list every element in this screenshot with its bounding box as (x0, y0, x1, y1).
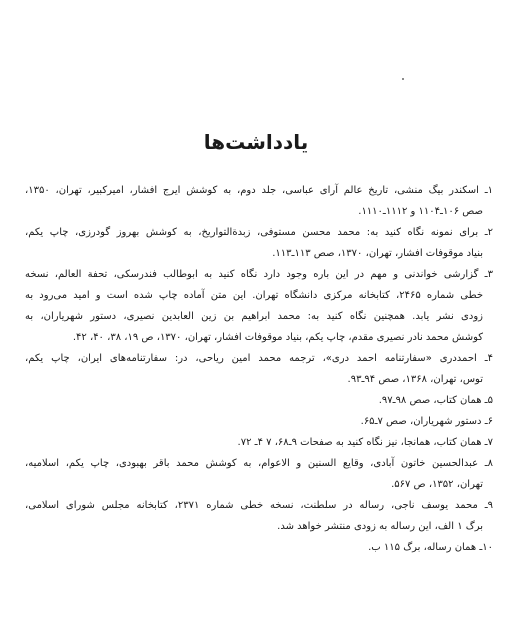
note-line: ۱ـ اسکندر بیگ منشی، تاریخ عالم آرای عباسی، جلد دوم، به کوشش ایرج افشار، امیرکبیر، تهران، ۱۳۵۰، (25, 185, 493, 196)
note-1 (25, 180, 493, 222)
note-line: برگ ۱ الف، این رساله به زودی منتشر خواهد شد. (277, 521, 483, 532)
note-line: توس، تهران، ۱۳۶۸، صص ۹۴ـ۹۳. (347, 374, 483, 385)
note-line: صص ۱۰۶ـ۱۱۰۴ و ۱۱۱۲ـ۱۱۱۰. (358, 206, 483, 217)
note-line: ۶ـ دستور شهریاران، صص ۷ـ۶۵. (360, 416, 493, 427)
note-4 (25, 348, 493, 390)
note-line: ۴ـ احمددری «سفارتنامه احمد دری»، ترجمه محمد امین ریاحی، در: سفارتنامه‌های ایران، چاپ یکم، (25, 353, 493, 364)
page-speck (402, 78, 404, 80)
note-line: ۱۰ـ همان رساله، برگ ۱۱۵ ب. (368, 542, 493, 553)
note-line: ۸ـ عبدالحسین خاتون آبادی، وقایع السنین و الاعوام، به کوشش محمد باقر بهبودی، چاپ یکم، اسلامیه، (25, 458, 493, 469)
note-line: تهران، ۱۳۵۲، ص ۵۶۷. (391, 479, 483, 490)
note-line: بنیاد موقوفات افشار، تهران، ۱۳۷۰، صص ۱۱۳ـ۱۱۳. (272, 248, 483, 259)
note-line: ۲ـ برای نمونه نگاه کنید به: محمد محسن مستوفی، زبدةالتواریخ، به کوشش بهروز گودرزی، چاپ یکم، (25, 227, 493, 238)
note-line: ۵ـ همان کتاب، صص ۹۸ـ۹۷. (378, 395, 493, 406)
notes-list (25, 180, 493, 558)
page-title: یادداشت‌ها (203, 130, 309, 154)
note-line: خطی شماره ۲۴۶۵، کتابخانه مرکزی دانشگاه تهران. این متن آماده چاپ شده است و امید می‌رود به (25, 290, 483, 301)
note-2 (25, 222, 493, 264)
note-3 (25, 264, 493, 348)
note-line: کوشش محمد نادر نصیری مقدم، چاپ یکم، بنیاد موقوفات افشار، تهران، ۱۳۷۰، ص ۱۹، ۳۸، ۴۰، ۴۲. (72, 332, 483, 343)
note-line: ۳ـ گزارشی خواندنی و مهم در این باره وجود دارد نگاه کنید به ابوطالب فندرسکی، تحفة العالم، نسخه (25, 269, 493, 280)
note-line: ۹ـ محمد یوسف ناجی، رساله در سلطنت، نسخه خطی شماره ۲۳۷۱، کتابخانه مجلس شورای اسلامی، (25, 500, 493, 511)
note-6 (25, 411, 493, 432)
note-10 (25, 537, 493, 558)
note-8 (25, 453, 493, 495)
note-line: ۷ـ همان کتاب، همانجا، نیز نگاه کنید به صفحات ۹ـ۶۸، ۷ ۴ـ ۷۲. (237, 437, 493, 448)
note-7 (25, 432, 493, 453)
note-9 (25, 495, 493, 537)
note-5 (25, 390, 493, 411)
note-line: زودی نشر یابد. همچنین نگاه کنید به: محمد ابراهیم بن زین العابدین نصیری، دستور شهریاران، به (25, 311, 483, 322)
